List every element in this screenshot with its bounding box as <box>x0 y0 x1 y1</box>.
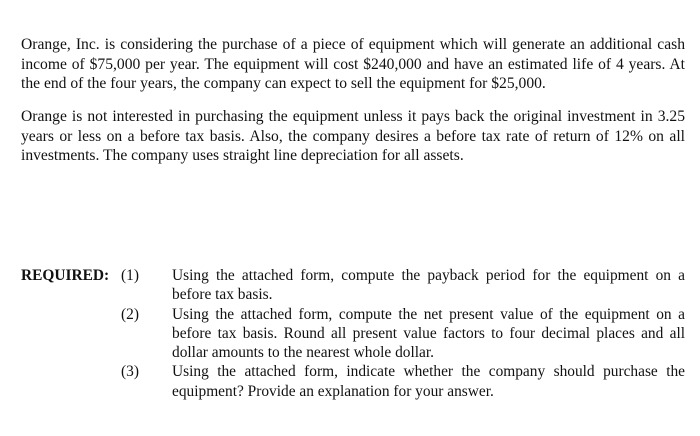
required-item-number: (2) <box>121 305 139 323</box>
required-item-number: (3) <box>121 363 139 381</box>
required-item-number: (1) <box>121 267 139 284</box>
required-item-text: Using the attached form, compute the net present value of the equipment on a before tax basis. Round all present value factors to four decimal places and all dollar amounts to the nearest whole dollar. <box>172 305 685 362</box>
problem-paragraph-2: Orange is not interested in purchasing the equipment unless it pays back the original investment in 3.25 years or less on a before tax basis. Also, the company desires a before tax rate of return of 12% on all investments. The company uses straight line depreciation for all assets. <box>21 108 685 165</box>
required-item-2 <box>21 305 685 363</box>
required-heading: REQUIRED: <box>21 267 110 284</box>
problem-paragraph-1: Orange, Inc. is considering the purchase of a piece of equipment which will generate an additional cash income of $75,000 per year. The equipment will cost $240,000 and have an estimated life of 4 years. At the end of the four years, the company can expect to sell the equipment for $25,000. <box>21 36 685 93</box>
required-item-1 <box>21 266 685 305</box>
required-section <box>21 266 685 401</box>
required-item-text: Using the attached form, indicate whether the company should purchase the equipment? Provide an explanation for your answer. <box>172 363 685 400</box>
required-item-3 <box>21 362 685 401</box>
required-item-text: Using the attached form, compute the payback period for the equipment on a before tax basis. <box>172 267 685 304</box>
